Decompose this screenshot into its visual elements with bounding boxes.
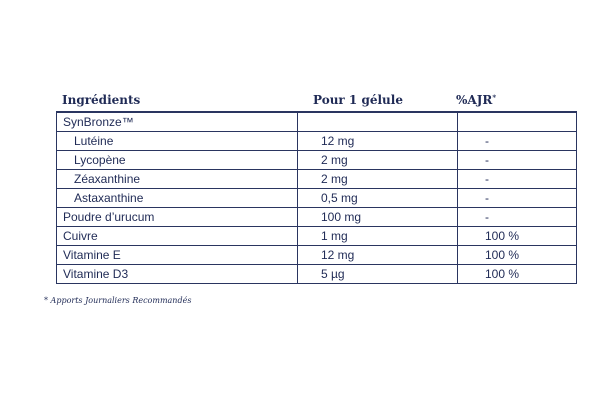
amount-cell: 12 mg: [298, 246, 458, 265]
ingredient-cell: Zéaxanthine: [57, 170, 298, 189]
table-row: [57, 132, 577, 151]
ajr-cell: -: [458, 132, 577, 151]
ajr-cell: 100 %: [458, 246, 577, 265]
table-row: [57, 112, 577, 132]
table-header: [62, 93, 562, 111]
header-ajr-label: %AJR: [456, 93, 493, 107]
amount-cell: 12 mg: [298, 132, 458, 151]
ingredient-cell: Poudre d’urucum: [57, 208, 298, 227]
amount-cell: 2 mg: [298, 170, 458, 189]
table-row: [57, 246, 577, 265]
table-row: [57, 189, 577, 208]
ingredient-cell: Lycopène: [57, 151, 298, 170]
ajr-cell: -: [458, 151, 577, 170]
amount-cell: 2 mg: [298, 151, 458, 170]
amount-cell: 0,5 mg: [298, 189, 458, 208]
footnote: * Apports Journaliers Recommandés: [44, 296, 192, 305]
header-per-capsule: Pour 1 gélule: [313, 93, 403, 107]
table-row: [57, 265, 577, 284]
ingredient-cell: Vitamine E: [57, 246, 298, 265]
table-row: [57, 170, 577, 189]
header-ajr: [456, 93, 496, 107]
ingredient-cell: SynBronze™: [57, 112, 298, 132]
ajr-cell: -: [458, 170, 577, 189]
ajr-cell: 100 %: [458, 265, 577, 284]
ingredient-cell: Lutéine: [57, 132, 298, 151]
ingredient-cell: Cuivre: [57, 227, 298, 246]
ajr-cell: [458, 112, 577, 132]
amount-cell: 100 mg: [298, 208, 458, 227]
table-row: [57, 227, 577, 246]
ajr-cell: -: [458, 189, 577, 208]
header-ajr-mark: *: [492, 93, 497, 102]
amount-cell: [298, 112, 458, 132]
table-row: [57, 151, 577, 170]
ajr-cell: 100 %: [458, 227, 577, 246]
header-ingredients: Ingrédients: [62, 93, 141, 107]
ajr-cell: -: [458, 208, 577, 227]
ingredient-cell: Vitamine D3: [57, 265, 298, 284]
ingredient-cell: Astaxanthine: [57, 189, 298, 208]
amount-cell: 1 mg: [298, 227, 458, 246]
table-row: [57, 208, 577, 227]
amount-cell: 5 µg: [298, 265, 458, 284]
nutrition-table: [56, 111, 577, 284]
